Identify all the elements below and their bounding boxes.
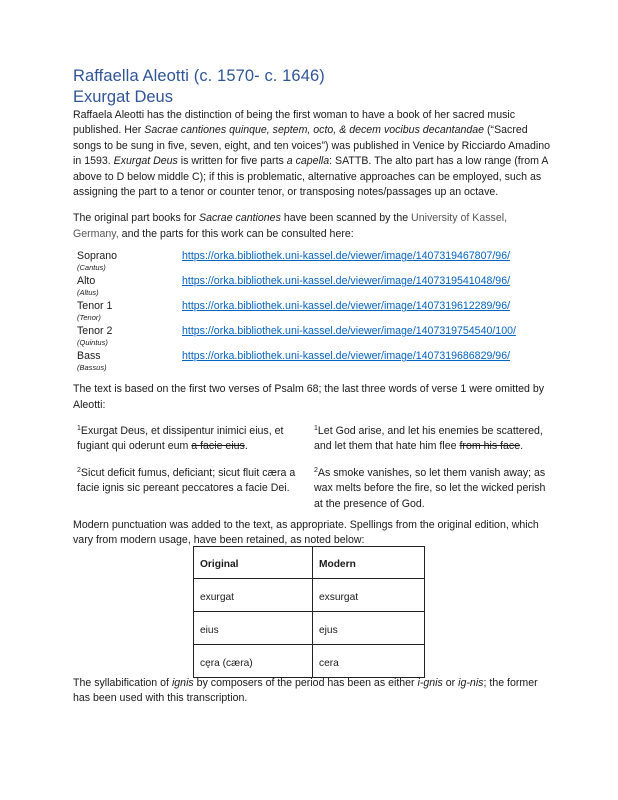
latin-verses <box>77 424 309 508</box>
latin-verse-2 <box>77 466 309 497</box>
verse-text: Exurgat Deus, et dissipentur inimici eius, et fugiant qui oderunt eum <box>77 425 284 453</box>
omitted-words: from his face <box>459 440 521 453</box>
intro-text: (“Sacred songs to be sung in five, seven, eight, and ten voices”) was published in Venice by Ricciardo Amadino in 1593. <box>73 124 550 168</box>
cell-modern: ejus <box>313 612 425 645</box>
part-link-tenor-1[interactable]: https://orka.bibliothek.uni-kassel.de/viewer/image/1407319612289/96/ <box>182 300 511 313</box>
spelling-table <box>193 546 425 678</box>
omitted-words: a facie eius <box>191 440 245 453</box>
part-row-tenor-1 <box>77 299 553 324</box>
verse-text: As smoke vanishes, so let them vanish away; as wax melts before the fire, so let the wicked perish at the presence of God. <box>314 466 546 510</box>
part-link-soprano[interactable]: https://orka.bibliothek.uni-kassel.de/viewer/image/1407319467807/96/ <box>182 250 511 263</box>
part-name: Bass <box>77 350 101 363</box>
table-row <box>194 579 425 612</box>
verse-number: 1 <box>77 425 81 433</box>
syll-term: i-gnis <box>417 677 443 689</box>
syll-text: ; the former has been used with this transcription. <box>73 677 538 705</box>
header-original: Original <box>194 547 313 579</box>
collection-title: Sacrae cantiones quinque, septem, octo, & decem vocibus decantandae <box>144 124 485 137</box>
syll-term: ig-nis <box>458 677 484 689</box>
table-row <box>194 645 425 678</box>
partbooks-paragraph <box>73 211 553 242</box>
university-name: University of Kassel, Germany, <box>73 212 508 240</box>
collection-title-short: Sacrae cantiones <box>199 212 281 225</box>
part-link-tenor-2[interactable]: https://orka.bibliothek.uni-kassel.de/viewer/image/1407319754540/100/ <box>182 325 516 338</box>
part-name: Tenor 2 <box>77 325 113 338</box>
table-row <box>194 612 425 645</box>
parts-list <box>77 249 553 374</box>
part-latin-name: (Bassus) <box>77 363 107 373</box>
verses-columns <box>73 424 553 516</box>
english-verse-1 <box>314 424 546 455</box>
part-latin-name: (Quintus) <box>77 338 108 348</box>
part-row-bass <box>77 349 553 374</box>
psalm-intro: The text is based on the first two verses of Psalm 68; the last three words of verse 1 were omitted by Aleotti: <box>73 383 545 411</box>
part-name: Alto <box>77 275 96 288</box>
latin-verse-1 <box>77 424 309 455</box>
cell-original: cęra (cæra) <box>194 645 313 678</box>
part-row-soprano <box>77 249 553 274</box>
verse-end: . <box>244 440 248 453</box>
partbooks-text: The original part books for <box>73 212 200 225</box>
intro-text: is written for five parts <box>177 155 287 168</box>
english-verses <box>314 424 546 523</box>
work-heading: Exurgat Deus <box>73 88 173 106</box>
table-header-row <box>194 547 425 579</box>
intro-text: Raffaela Aleotti has the distinction of being the first woman to have a book of her sacred music published. Her <box>73 109 516 137</box>
part-link-bass[interactable]: https://orka.bibliothek.uni-kassel.de/viewer/image/1407319686829/96/ <box>182 350 511 363</box>
verse-text: Sicut deficit fumus, deficiant; sicut fluit cæra a facie ignis sic pereant peccatores a facie Dei. <box>77 466 296 495</box>
intro-text: : SATTB. The alto part has a low range (from A above to D below middle C); if this is problematic, alternative approaches can be employed, such as assigning the part to a tenor or counter tenor, or transposing notes/passages up an octave. <box>73 155 548 199</box>
header-modern: Modern <box>313 547 425 579</box>
english-verse-2 <box>314 466 546 512</box>
partbooks-text: have been scanned by the <box>280 212 412 225</box>
part-link-alto[interactable]: https://orka.bibliothek.uni-kassel.de/viewer/image/1407319541048/96/ <box>182 275 511 288</box>
syll-text: by composers of the period has been as either <box>193 677 418 689</box>
syll-term: ignis <box>171 677 194 689</box>
cell-modern: cera <box>313 645 425 678</box>
cell-original: eius <box>194 612 313 645</box>
verse-text: Let God arise, and let his enemies be scattered, and let them that hate him flee <box>314 425 543 453</box>
document-page <box>73 66 553 549</box>
composer-title: Raffaella Aleotti (c. 1570- c. 1646) <box>73 67 325 85</box>
part-name: Soprano <box>77 250 118 263</box>
part-latin-name: (Cantus) <box>77 263 106 273</box>
partbooks-text: and the parts for this work can be consulted here: <box>118 227 354 240</box>
verse-number: 2 <box>77 466 81 474</box>
work-title-inline: Exurgat Deus <box>113 155 178 168</box>
part-latin-name: (Tenor) <box>77 313 101 323</box>
part-name: Tenor 1 <box>77 300 113 313</box>
part-latin-name: (Altus) <box>77 288 99 298</box>
a-capella-term: a capella <box>286 155 330 168</box>
part-row-tenor-2 <box>77 324 553 349</box>
syllabification-note <box>73 676 553 707</box>
verse-number: 1 <box>314 425 318 433</box>
punctuation-note: Modern punctuation was added to the text, as appropriate. Spellings from the original edition, which vary from modern usage, have been retained, as noted below: <box>73 519 539 547</box>
syll-text: The syllabification of <box>73 677 172 689</box>
verse-number: 2 <box>314 466 318 474</box>
syll-text: or <box>442 677 459 689</box>
part-row-alto <box>77 274 553 299</box>
verse-end: . <box>520 440 524 453</box>
cell-modern: exsurgat <box>313 579 425 612</box>
intro-paragraph <box>73 108 553 200</box>
cell-original: exurgat <box>194 579 313 612</box>
